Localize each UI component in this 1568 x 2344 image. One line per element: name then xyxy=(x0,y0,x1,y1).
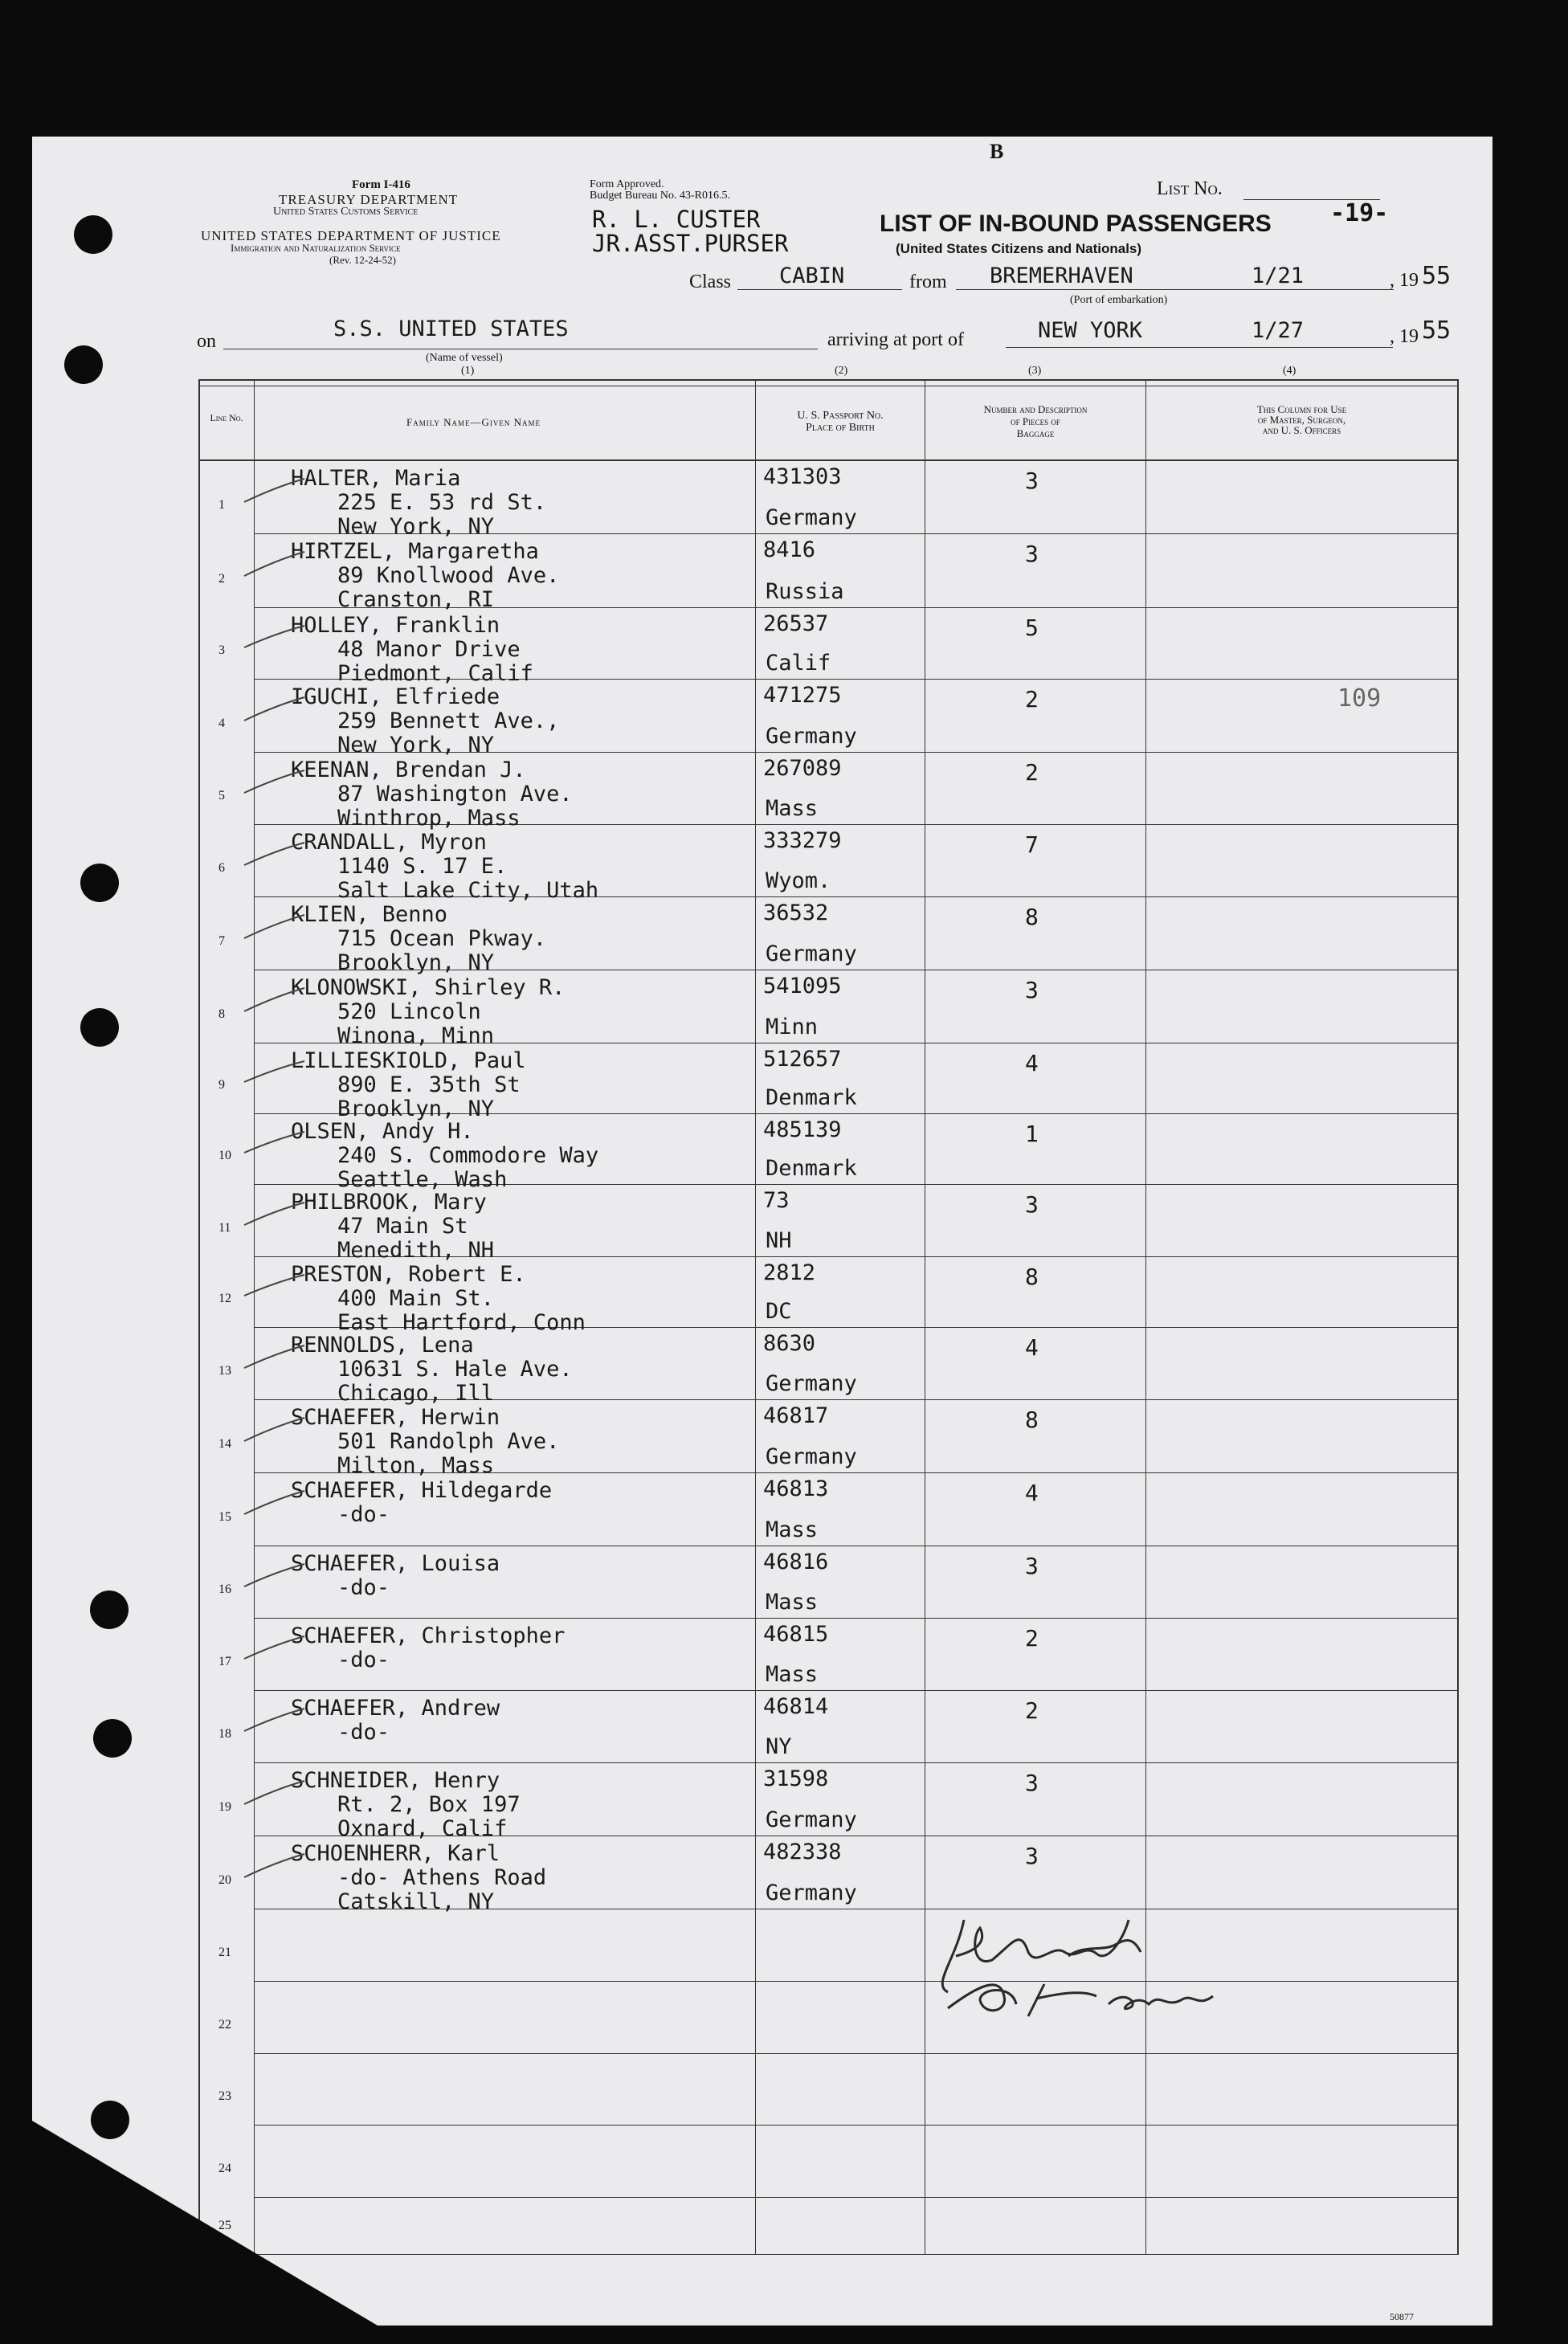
check-mark xyxy=(228,825,316,897)
col-header-officers-2: of Master, Surgeon, xyxy=(1257,414,1346,426)
year-prefix-2: , 19 xyxy=(1390,326,1419,347)
address-line-1: 400 Main St. xyxy=(337,1286,495,1311)
form-number: Form I-416 xyxy=(352,178,410,191)
baggage-count: 4 xyxy=(1025,1050,1039,1076)
table-row xyxy=(32,608,1492,686)
address-line-2: Winthrop, Mass xyxy=(337,806,521,831)
check-mark xyxy=(228,1114,316,1185)
place-of-birth: Germany xyxy=(766,1444,857,1469)
baggage-count: 4 xyxy=(1025,1480,1039,1506)
check-mark xyxy=(228,680,316,753)
table-row xyxy=(32,461,1492,539)
address-line-1: 501 Randolph Ave. xyxy=(337,1429,560,1454)
baggage-count: 2 xyxy=(1025,686,1039,713)
line-number: 24 xyxy=(218,2162,231,2175)
address-line-2: New York, NY xyxy=(337,514,495,539)
check-mark xyxy=(228,897,316,970)
baggage-count: 8 xyxy=(1025,1264,1039,1290)
col-header-birthplace: Place of Birth xyxy=(806,422,875,434)
check-mark xyxy=(228,461,316,534)
baggage-count: 2 xyxy=(1025,1697,1039,1724)
table-row xyxy=(32,897,1492,975)
address-line-1: -do- xyxy=(337,1575,390,1600)
punch-hole xyxy=(90,1591,129,1629)
year-1: 55 xyxy=(1422,262,1452,290)
class-label: Class xyxy=(689,272,732,292)
passport-number: 431303 xyxy=(763,464,842,489)
baggage-count: 3 xyxy=(1025,468,1039,494)
on-label: on xyxy=(197,331,216,352)
baggage-count: 8 xyxy=(1025,1407,1039,1433)
passport-number: 46813 xyxy=(763,1476,829,1501)
treasury-dept: TREASURY DEPARTMENT xyxy=(279,192,459,207)
passport-number: 485139 xyxy=(763,1117,842,1142)
customs-service: United States Customs Service xyxy=(273,206,419,218)
table-row xyxy=(32,753,1492,831)
check-mark xyxy=(228,753,316,825)
passport-number: 26537 xyxy=(763,611,829,636)
baggage-count: 2 xyxy=(1025,759,1039,786)
line-number: 10 xyxy=(218,1149,231,1162)
year-2: 55 xyxy=(1422,316,1452,345)
passenger-name: KLIEN, Benno xyxy=(291,902,448,927)
page-subtitle: (United States Citizens and Nationals) xyxy=(896,241,1142,256)
justice-dept: UNITED STATES DEPARTMENT OF JUSTICE xyxy=(201,228,501,243)
address-line-1: -do- xyxy=(337,1502,390,1527)
address-line-2: Milton, Mass xyxy=(337,1453,495,1478)
line-number: 15 xyxy=(218,1510,231,1524)
vessel-caption: (Name of vessel) xyxy=(426,352,503,364)
line-number: 12 xyxy=(218,1292,231,1305)
passenger-name: KLONOWSKI, Shirley R. xyxy=(291,975,566,1000)
check-mark xyxy=(228,534,316,608)
place-of-birth: NY xyxy=(766,1734,792,1759)
address-line-1: 240 S. Commodore Way xyxy=(337,1143,599,1168)
table-row xyxy=(32,970,1492,1048)
passenger-name: PRESTON, Robert E. xyxy=(291,1262,526,1287)
passenger-name: SCHAEFER, Andrew xyxy=(291,1696,500,1721)
line-number: 11 xyxy=(218,1221,231,1235)
line-number: 19 xyxy=(218,1800,231,1814)
line-number: 22 xyxy=(218,2018,231,2032)
from-label: from xyxy=(909,272,947,292)
punch-hole xyxy=(74,215,112,254)
address-line-1: Rt. 2, Box 197 xyxy=(337,1792,521,1817)
line-number: 21 xyxy=(218,1946,231,1959)
passenger-name: IGUCHI, Elfriede xyxy=(291,684,500,709)
check-mark xyxy=(228,1043,316,1114)
check-mark xyxy=(228,1257,316,1328)
line-number: 5 xyxy=(218,789,225,802)
table-row xyxy=(32,680,1492,758)
officer-name: R. L. CUSTER xyxy=(592,206,761,233)
baggage-count: 1 xyxy=(1025,1121,1039,1147)
punch-hole xyxy=(80,1008,119,1047)
table-row xyxy=(32,1185,1492,1263)
passport-number: 46814 xyxy=(763,1694,829,1719)
check-mark xyxy=(228,1473,316,1546)
baggage-count: 4 xyxy=(1025,1334,1039,1361)
baggage-count: 3 xyxy=(1025,1191,1039,1218)
check-mark xyxy=(228,1185,316,1257)
address-line-1: 10631 S. Hale Ave. xyxy=(337,1357,573,1382)
arrival-port: NEW YORK xyxy=(1038,318,1143,343)
place-of-birth: Russia xyxy=(766,579,844,604)
line-number: 6 xyxy=(218,861,225,875)
place-of-birth: Mass xyxy=(766,1590,819,1615)
table-row xyxy=(32,1257,1492,1335)
line-number: 23 xyxy=(218,2089,231,2103)
check-mark xyxy=(228,608,316,680)
place-of-birth: Germany xyxy=(766,1881,857,1905)
passenger-name: SCHOENHERR, Karl xyxy=(291,1841,500,1866)
signature-stamp xyxy=(924,1896,1301,2024)
table-row xyxy=(32,1763,1492,1841)
address-line-2: Winona, Minn xyxy=(337,1023,495,1048)
departure-date: 1/21 xyxy=(1252,263,1305,288)
address-line-1: 87 Washington Ave. xyxy=(337,782,573,807)
passenger-name: LILLIESKIOLD, Paul xyxy=(291,1048,526,1073)
table-row xyxy=(32,1691,1492,1763)
place-of-birth: Germany xyxy=(766,724,857,749)
line-number: 2 xyxy=(218,572,225,586)
passport-number: 482338 xyxy=(763,1840,842,1864)
place-of-birth: Germany xyxy=(766,505,857,530)
check-mark xyxy=(228,1400,316,1473)
form-approved: Form Approved. xyxy=(590,178,664,190)
address-line-1: -do- xyxy=(337,1648,390,1672)
check-mark xyxy=(228,970,316,1043)
address-line-1: 1140 S. 17 E. xyxy=(337,854,508,879)
line-number: 3 xyxy=(218,643,225,657)
passport-number: 512657 xyxy=(763,1047,842,1072)
baggage-count: 3 xyxy=(1025,1843,1039,1869)
address-line-2: Piedmont, Calif xyxy=(337,661,533,686)
address-line-2: Brooklyn, NY xyxy=(337,1096,495,1121)
place-of-birth: Germany xyxy=(766,941,857,966)
vessel-name: S.S. UNITED STATES xyxy=(333,316,569,341)
passport-number: 541095 xyxy=(763,974,842,998)
budget-bureau: Budget Bureau No. 43-R016.5. xyxy=(590,190,730,202)
passenger-name: KEENAN, Brendan J. xyxy=(291,758,526,782)
table-row xyxy=(32,825,1492,903)
passport-number: 8630 xyxy=(763,1331,816,1356)
address-line-1: 259 Bennett Ave., xyxy=(337,709,560,733)
place-of-birth: Germany xyxy=(766,1807,857,1832)
line-number: 9 xyxy=(218,1078,225,1092)
passport-number: 46817 xyxy=(763,1403,829,1428)
address-line-1: 715 Ocean Pkway. xyxy=(337,926,547,951)
place-of-birth: Wyom. xyxy=(766,868,831,893)
arrival-date: 1/27 xyxy=(1252,318,1305,343)
year-prefix-1: , 19 xyxy=(1390,270,1419,291)
table-row xyxy=(32,1400,1492,1478)
passport-number: 8416 xyxy=(763,537,816,562)
punch-hole xyxy=(64,345,103,384)
immigration-service: Immigration and Naturalization Service xyxy=(231,242,401,254)
folded-corner xyxy=(32,2121,378,2326)
line-number: 18 xyxy=(218,1727,231,1741)
port-embark-caption: (Port of embarkation) xyxy=(1070,294,1168,306)
baggage-count: 8 xyxy=(1025,904,1039,930)
place-of-birth: DC xyxy=(766,1299,792,1324)
address-line-1: 48 Manor Drive xyxy=(337,637,521,662)
check-mark xyxy=(228,1546,316,1619)
baggage-count: 5 xyxy=(1025,615,1039,641)
address-line-2: Salt Lake City, Utah xyxy=(337,878,599,903)
place-of-birth: Germany xyxy=(766,1371,857,1396)
passenger-name: SCHAEFER, Christopher xyxy=(291,1623,566,1648)
col-num-3: (3) xyxy=(1028,365,1042,377)
baggage-count: 3 xyxy=(1025,977,1039,1003)
address-line-1: 890 E. 35th St xyxy=(337,1072,521,1097)
col-header-baggage-1: Number and Description xyxy=(983,403,1088,415)
line-number: 4 xyxy=(218,717,225,730)
punch-hole xyxy=(80,864,119,902)
place-of-birth: NH xyxy=(766,1228,792,1253)
list-no-label: List No. xyxy=(1157,178,1223,199)
line-number: 16 xyxy=(218,1582,231,1596)
passport-number: 471275 xyxy=(763,683,842,708)
list-no-value: -19- xyxy=(1330,199,1389,227)
address-line-1: 225 E. 53 rd St. xyxy=(337,490,547,515)
form-revision: (Rev. 12-24-52) xyxy=(329,254,396,266)
table-row xyxy=(32,1328,1492,1406)
passenger-name: HOLLEY, Franklin xyxy=(291,613,500,638)
baggage-count: 2 xyxy=(1025,1625,1039,1652)
address-line-2: East Hartford, Conn xyxy=(337,1310,586,1335)
line-number: 20 xyxy=(218,1873,231,1887)
table-row xyxy=(32,1114,1492,1192)
baggage-count: 3 xyxy=(1025,1770,1039,1796)
footer-code: 50877 xyxy=(1390,2311,1414,2322)
passenger-name: CRANDALL, Myron xyxy=(291,830,487,855)
manifest-page xyxy=(32,137,1492,2326)
col-header-officers-3: and U. S. Officers xyxy=(1262,424,1341,436)
passenger-name: PHILBROOK, Mary xyxy=(291,1190,487,1215)
passenger-name: SCHAEFER, Louisa xyxy=(291,1551,500,1576)
address-line-1: -do- xyxy=(337,1720,390,1745)
line-number: 14 xyxy=(218,1437,231,1451)
check-mark xyxy=(228,1836,316,1909)
line-number: 13 xyxy=(218,1364,231,1378)
place-of-birth: Calif xyxy=(766,651,831,676)
passenger-name: RENNOLDS, Lena xyxy=(291,1333,474,1358)
place-of-birth: Mass xyxy=(766,1517,819,1542)
line-number: 8 xyxy=(218,1007,225,1021)
place-of-birth: Denmark xyxy=(766,1156,857,1181)
col-header-baggage-2: of Pieces of xyxy=(1011,415,1060,427)
baggage-count: 3 xyxy=(1025,541,1039,567)
page-title: LIST OF IN-BOUND PASSENGERS xyxy=(880,210,1272,237)
check-mark xyxy=(228,1691,316,1763)
address-line-1: -do- Athens Road xyxy=(337,1865,547,1890)
passenger-name: SCHAEFER, Hildegarde xyxy=(291,1478,553,1503)
col-header-line-no: Line No. xyxy=(210,412,243,423)
row-divider xyxy=(255,2254,1457,2255)
col-header-passport: U. S. Passport No. xyxy=(797,410,884,422)
passport-number: 73 xyxy=(763,1188,790,1213)
passport-number: 36532 xyxy=(763,900,829,925)
passport-number: 2812 xyxy=(763,1260,816,1285)
address-line-1: 520 Lincoln xyxy=(337,999,481,1024)
arriving-label: arriving at port of xyxy=(827,329,964,350)
class-value: CABIN xyxy=(779,263,845,288)
col-header-officers-1: This Column for Use xyxy=(1256,403,1347,415)
passport-number: 46816 xyxy=(763,1550,829,1574)
passport-number: 31598 xyxy=(763,1766,829,1791)
address-line-1: 89 Knollwood Ave. xyxy=(337,563,560,588)
line-number: 7 xyxy=(218,934,225,948)
table-row xyxy=(32,1619,1492,1691)
place-of-birth: Denmark xyxy=(766,1085,857,1110)
address-line-2: New York, NY xyxy=(337,733,495,758)
address-line-2: Chicago, Ill xyxy=(337,1381,495,1406)
address-line-1: 47 Main St xyxy=(337,1214,468,1239)
check-mark xyxy=(228,1328,316,1400)
officer-note: 109 xyxy=(1337,684,1382,713)
col-num-2: (2) xyxy=(835,365,848,377)
table-row xyxy=(32,1473,1492,1546)
place-of-birth: Minn xyxy=(766,1015,819,1039)
line-number: 17 xyxy=(218,1655,231,1668)
address-line-2: Menedith, NH xyxy=(337,1238,495,1263)
port-of-embarkation: BREMERHAVEN xyxy=(990,263,1133,288)
table-row xyxy=(32,534,1492,612)
passport-number: 267089 xyxy=(763,756,842,781)
punch-hole xyxy=(93,1719,132,1758)
passenger-name: SCHAEFER, Herwin xyxy=(291,1405,500,1430)
line-number: 25 xyxy=(218,2219,231,2232)
baggage-count: 3 xyxy=(1025,1553,1039,1579)
table-row xyxy=(32,1043,1492,1121)
officer-title: JR.ASST.PURSER xyxy=(592,230,789,257)
passenger-name: OLSEN, Andy H. xyxy=(291,1119,474,1144)
passenger-name: SCHNEIDER, Henry xyxy=(291,1768,500,1793)
col-header-name: Family Name—Given Name xyxy=(406,416,541,428)
address-line-2: Brooklyn, NY xyxy=(337,950,495,975)
passport-number: 333279 xyxy=(763,828,842,853)
passenger-name: HIRTZEL, Margaretha xyxy=(291,539,539,564)
place-of-birth: Mass xyxy=(766,1662,819,1687)
check-mark xyxy=(228,1763,316,1836)
place-of-birth: Mass xyxy=(766,796,819,821)
line-number: 1 xyxy=(218,498,225,512)
table-row xyxy=(32,1546,1492,1619)
address-line-2: Oxnard, Calif xyxy=(337,1816,508,1841)
passport-number: 46815 xyxy=(763,1622,829,1647)
col-num-1: (1) xyxy=(461,365,475,377)
address-line-2: Seattle, Wash xyxy=(337,1167,508,1192)
check-mark xyxy=(228,1619,316,1691)
col-num-4: (4) xyxy=(1283,365,1296,377)
top-letter: B xyxy=(990,140,1004,163)
baggage-count: 7 xyxy=(1025,831,1039,858)
col-header-baggage-3: Baggage xyxy=(1016,427,1055,439)
address-line-2: Catskill, NY xyxy=(337,1889,495,1914)
passenger-name: HALTER, Maria xyxy=(291,466,461,491)
address-line-2: Cranston, RI xyxy=(337,587,495,612)
table-row xyxy=(32,2054,1492,2126)
